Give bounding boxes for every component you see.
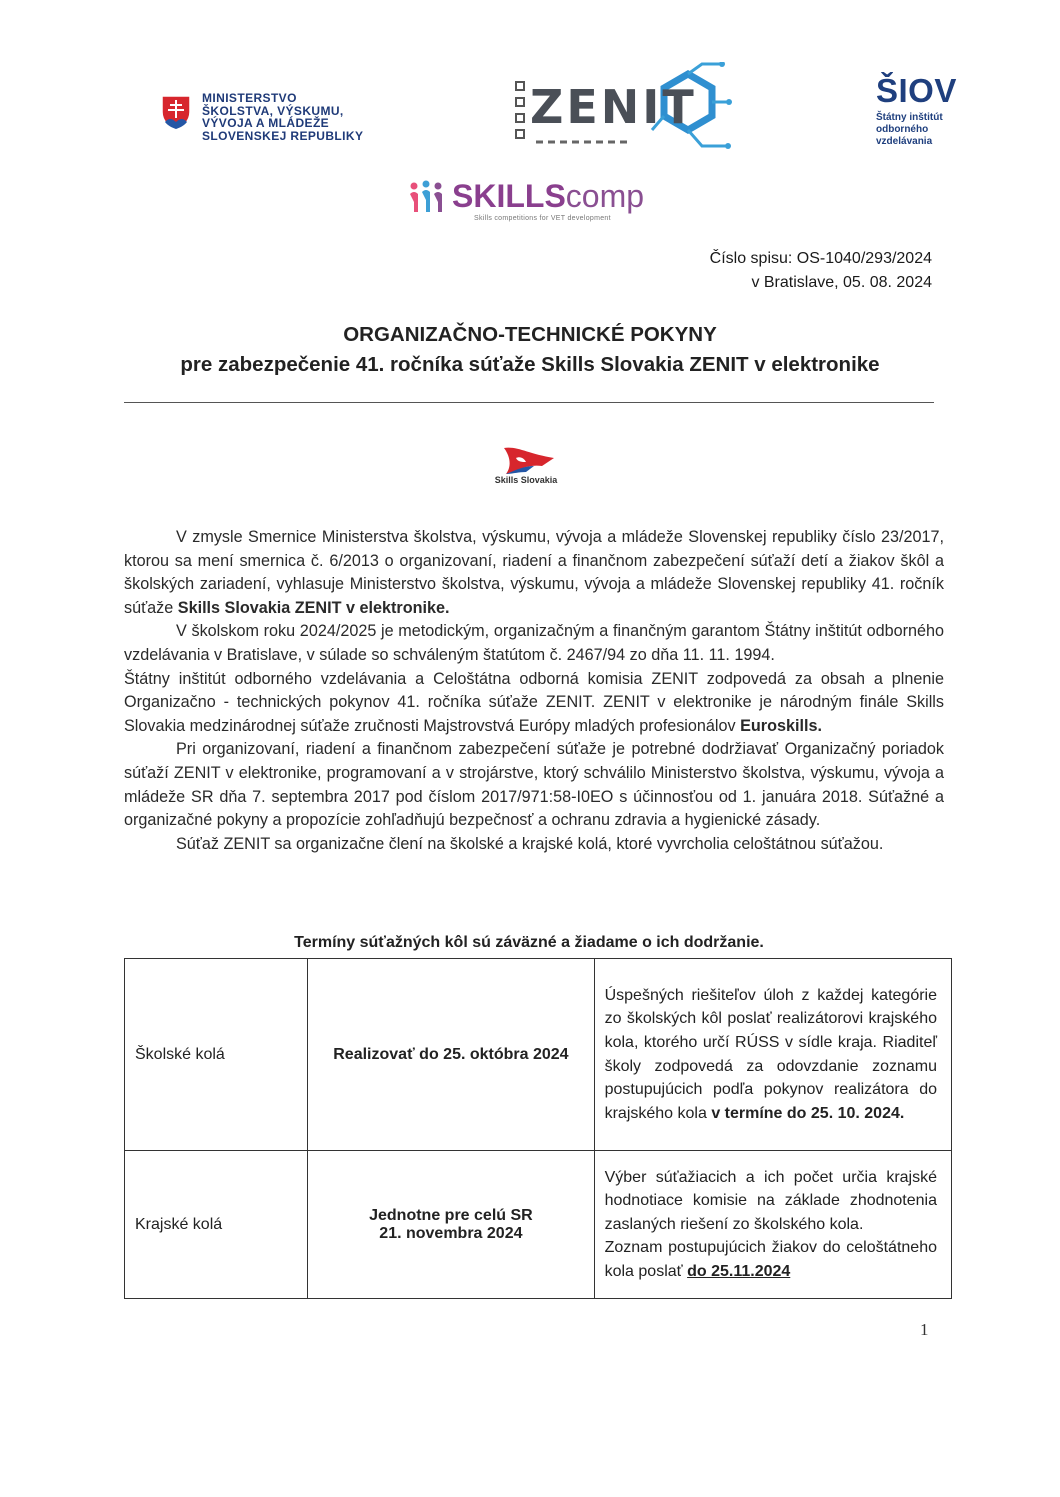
slovak-coat-of-arms-icon: [160, 94, 192, 130]
round-note-cell: Úspešných riešiteľov úloh z každej kategórie zo školských kôl poslať realizátorovi krajského kola, ktorého určí RÚSS v sídle kraja. Riaditeľ školy zodpovedá za odovzdanie zoznamu postupujúcich podľa pokynov realizátora do krajského kola v termíne do 25. 10. 2024.: [594, 959, 951, 1151]
paragraph-1: V zmysle Smernice Ministerstva školstva, výskumu, vývoja a mládeže Slovenskej republiky číslo 23/2017, ktorou sa mení smernica č. 6/2013 o organizovaní, riadení a finančnom zabezpečení súťaží detí a žiakov škôl a školských zariadení, vyhlasuje Ministerstvo školstva, výskumu, vývoja a mládeže Slovenskej republiky 41. ročník súťaže Skills Slovakia ZENIT v elektronike.: [124, 528, 944, 617]
paragraph-5: Súťaž ZENIT sa organizačne člení na školské a krajské kolá, ktoré vyvrcholia celoštátnou súťažou.: [176, 834, 884, 853]
file-number: Číslo spisu: OS-1040/293/2024: [709, 250, 932, 267]
title-divider: [124, 402, 934, 403]
table-row: [125, 1151, 952, 1299]
body-text: [124, 526, 944, 856]
ministry-logo-text: MINISTERSTVO ŠKOLSTVA, VÝSKUMU, VÝVOJA A MLÁDEŽE SLOVENSKEJ REPUBLIKY: [202, 91, 364, 143]
round-name-cell: Školské kolá: [125, 959, 308, 1151]
page-number: 1: [920, 1320, 929, 1339]
paragraph-4: Pri organizovaní, riadení a finančnom zabezpečení súťaže je potrebné dodržiavať Organizačný poriadok súťaží ZENIT v elektronike, programovaní a v strojárstve, ktorý schválilo Ministerstvo školstva, výskumu, vývoja a mládeže SR dňa 7. septembra 2017 pod číslom 2017/971:58-I0EO s účinnosťou od 1. januára 2018. Súťažné a organizačné pokyny a propozície zohľadňujú bezpečnosť a ochranu zdravia a hygienické zásady.: [124, 740, 944, 830]
paragraph-3: Štátny inštitút odborného vzdelávania a Celoštátna odborná komisia ZENIT zodpovedá za obsah a plnenie Organizačno - technických pokynov 41. ročníka súťaže ZENIT. ZENIT v elektronike je národným finále Skills Slovakia medzinárodnej súťaže zručnosti Majstrovstvá Európy mladých profesionálov Euroskills.: [124, 669, 944, 735]
siov-logo-subtitle: Štátny inštitút odborného vzdelávania: [876, 112, 943, 147]
round-date-line-2: 21. novembra 2024: [379, 1224, 523, 1242]
skillscomp-people-icon: [408, 180, 450, 216]
table-caption: Termíny súťažných kôl sú záväzné a žiadame o ich dodržanie.: [294, 934, 764, 951]
skills-slovakia-flag-icon: [498, 444, 558, 476]
siov-logo: [876, 66, 986, 156]
round-date-cell: [308, 1151, 594, 1299]
round-note-cell: Výber súťažiacich a ich počet určia krajské hodnotiace komisie na základe zhodnotenia zaslaných riešení zo školského kola. Zoznam postupujúcich žiakov do celoštátneho kola poslať do 25.11.2024: [594, 1151, 951, 1299]
table-row: [125, 959, 952, 1151]
rounds-table: [124, 958, 952, 1299]
document-subtitle: pre zabezpečenie 41. ročníka súťaže Skills Slovakia ZENIT v elektronike: [180, 353, 880, 376]
place-date: v Bratislave, 05. 08. 2024: [751, 274, 932, 291]
round-date-line-1: Jednotne pre celú SR: [369, 1206, 533, 1224]
skillscomp-logo: [408, 178, 658, 226]
round-name-cell: Krajské kolá: [125, 1151, 308, 1299]
skills-slovakia-logo: [486, 444, 566, 490]
skills-slovakia-logo-text: Skills Slovakia: [494, 475, 558, 485]
zenit-logo: [512, 62, 732, 154]
ministry-logo: [160, 92, 400, 148]
siov-logo-title: ŠIOV: [876, 72, 957, 109]
zenit-logo-text: ZENIT: [530, 80, 697, 134]
paragraph-2: V školskom roku 2024/2025 je metodickým, organizačným a finančným garantom Štátny inštitút odborného vzdelávania v Bratislave, v súlade so schváleným štatútom č. 2467/94 zo dňa 11. 11. 1994.: [124, 622, 944, 664]
document-title: ORGANIZAČNO-TECHNICKÉ POKYNY: [343, 323, 717, 346]
skillscomp-logo-text: SKILLScomp: [452, 178, 645, 214]
skillscomp-tagline: Skills competitions for VET development: [474, 215, 611, 222]
round-date-cell: Realizovať do 25. októbra 2024: [308, 959, 594, 1151]
